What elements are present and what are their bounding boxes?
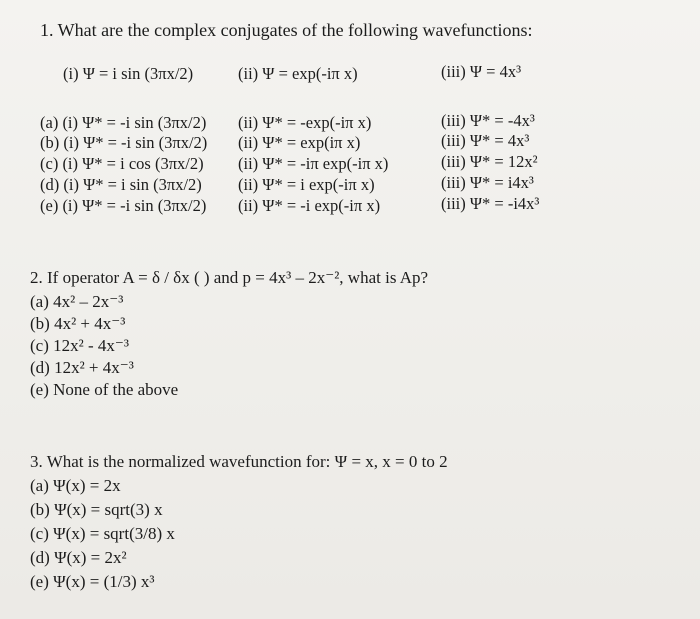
q1-option-b-col1: (b) (i) Ψ* = -i sin (3πx/2) [40,133,208,152]
q1-option-e-col1: (e) (i) Ψ* = -i sin (3πx/2) [40,196,207,215]
q2-option-e: (e) None of the above [30,380,179,399]
q3-option-e: (e) Ψ(x) = (1/3) x³ [30,572,155,591]
q1-option-d-col2: (ii) Ψ* = i exp(-iπ x) [238,175,375,194]
q3-option-d: (d) Ψ(x) = 2x² [30,548,127,567]
q1-option-b-col2: (ii) Ψ* = exp(iπ x) [238,133,361,152]
q1-option-e-col3: (iii) Ψ* = -i4x³ [441,194,540,213]
q1-option-a-col3: (iii) Ψ* = -4x³ [441,111,535,130]
q1-option-c-col1: (c) (i) Ψ* = i cos (3πx/2) [40,154,204,173]
q3-option-c: (c) Ψ(x) = sqrt(3/8) x [30,524,175,543]
q1-given-i: (i) Ψ = i sin (3πx/2) [63,64,194,83]
q2-option-d: (d) 12x² + 4x⁻³ [30,358,134,377]
q2-option-c: (c) 12x² - 4x⁻³ [30,336,129,355]
q1-option-a-col1: (a) (i) Ψ* = -i sin (3πx/2) [40,113,207,132]
q1-option-e-col2: (ii) Ψ* = -i exp(-iπ x) [238,196,381,215]
q1-given-iii: (iii) Ψ = 4x³ [441,62,522,81]
q3-option-b: (b) Ψ(x) = sqrt(3) x [30,500,163,519]
q1-title: 1. What are the complex conjugates of the following wavefunctions: [40,20,533,40]
q1-option-c-col2: (ii) Ψ* = -iπ exp(-iπ x) [238,154,389,173]
q1-option-b-col3: (iii) Ψ* = 4x³ [441,131,530,150]
q2-title: 2. If operator A = δ / δx ( ) and p = 4x³ – 2x⁻², what is Ap? [30,268,429,287]
q3-option-a: (a) Ψ(x) = 2x [30,476,121,495]
q1-option-a-col2: (ii) Ψ* = -exp(-iπ x) [238,113,372,132]
q1-given-ii: (ii) Ψ = exp(-iπ x) [238,64,358,83]
q3-title: 3. What is the normalized wavefunction for: Ψ = x, x = 0 to 2 [30,452,448,471]
q1-option-d-col3: (iii) Ψ* = i4x³ [441,173,534,192]
q1-option-d-col1: (d) (i) Ψ* = i sin (3πx/2) [40,175,202,194]
q2-option-a: (a) 4x² – 2x⁻³ [30,292,124,311]
q1-option-c-col3: (iii) Ψ* = 12x² [441,152,538,171]
q2-option-b: (b) 4x² + 4x⁻³ [30,314,126,333]
